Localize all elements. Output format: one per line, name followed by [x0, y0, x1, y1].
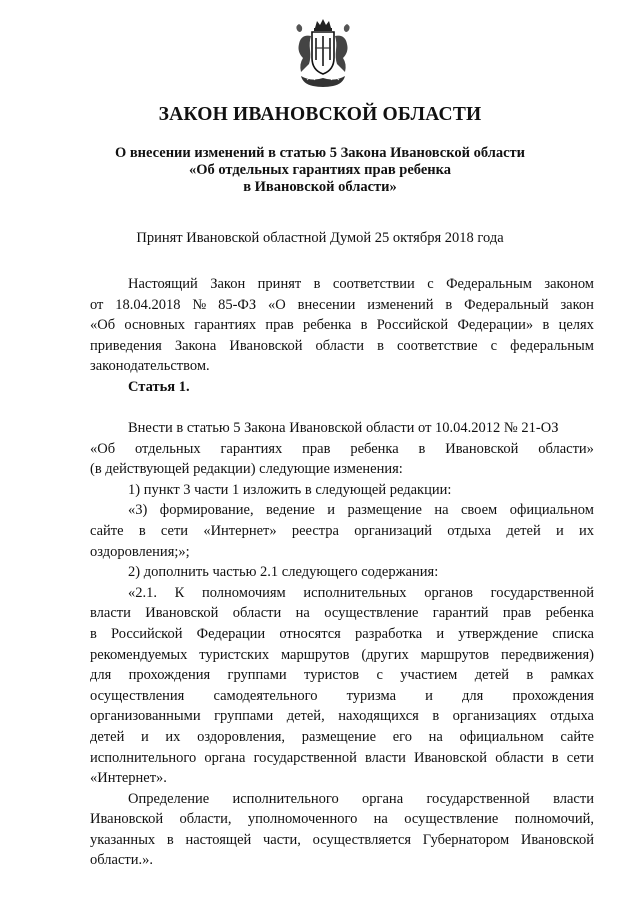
word: «2.1. [128, 584, 157, 601]
word: органа [362, 790, 404, 807]
word: Федерации [196, 625, 266, 642]
word: исполнительного [90, 749, 197, 766]
text-line [128, 789, 594, 810]
word: оздоровления, [197, 728, 286, 745]
word: своем [461, 502, 498, 519]
word: Федерации» [457, 317, 534, 334]
word: в [313, 276, 321, 292]
word: туристских [199, 646, 270, 663]
word: Российской [376, 317, 449, 334]
word: № [192, 296, 207, 313]
word: 85-ФЗ [218, 296, 257, 313]
text-line [128, 583, 594, 604]
subtitle-line: в Ивановской области» [243, 179, 397, 195]
word: и [327, 502, 336, 519]
word: находящихся [338, 708, 419, 725]
word: К [174, 584, 185, 601]
word: исполнительных [303, 584, 407, 601]
word: рамках [550, 667, 594, 684]
word: Ивановской [145, 605, 219, 622]
text-line [90, 439, 594, 460]
word: и [141, 728, 149, 745]
word: группами [227, 667, 287, 684]
word: на [373, 811, 388, 828]
text-line [90, 336, 594, 357]
word: в [551, 749, 559, 766]
word: отдельных [134, 440, 201, 457]
word: разработка [355, 625, 423, 642]
text-line: 1) пункт 3 части 1 изложить в следующей редакции: [128, 481, 452, 498]
word: осуществляется [312, 831, 412, 848]
text-line [90, 603, 594, 624]
word: «3) [128, 502, 148, 519]
word: принят [257, 276, 302, 292]
word: ребенка [350, 440, 399, 457]
word: в [542, 317, 550, 334]
word: области, [179, 811, 232, 828]
word: «Интернет» [203, 522, 277, 539]
word: отдыха [447, 522, 492, 539]
document-subtitle [0, 145, 640, 196]
word: сайте [560, 728, 594, 745]
text-line: «Интернет». [90, 770, 167, 787]
word: в [90, 625, 97, 642]
word: маршрутов [280, 646, 350, 663]
word: передвижения) [501, 646, 594, 663]
word: Закон [210, 276, 246, 292]
subtitle-line: «Об отдельных гарантиях прав ребенка [188, 162, 452, 178]
preamble-paragraph [90, 274, 594, 377]
text-line [90, 665, 594, 686]
word: уполномоченного [247, 811, 358, 828]
word: осуществления [90, 687, 185, 704]
adoption-statement: Принят Ивановской областной Думой 25 октября 2018 года [136, 230, 504, 246]
text-line [90, 295, 594, 316]
word: маршрутов [420, 646, 490, 663]
word: на [434, 502, 449, 519]
word: области» [538, 440, 594, 457]
word: полномочиям [201, 584, 286, 601]
word: размещение [347, 502, 422, 519]
word: с [376, 667, 383, 684]
word: размещение [301, 728, 377, 745]
word: государственной [253, 749, 357, 766]
text-line: 2) дополнить частью 2.1 следующего содержания: [128, 564, 439, 581]
word: указанных [90, 831, 156, 848]
word: самодеятельного [213, 687, 318, 704]
word: в [432, 708, 440, 725]
word: группами [214, 708, 274, 725]
word: детей [90, 728, 125, 745]
word: Ивановской [413, 749, 488, 766]
word: туризма [346, 687, 397, 704]
word: органа [204, 749, 246, 766]
word: соответствие [397, 337, 478, 354]
text-line [128, 274, 594, 295]
text-line [90, 645, 594, 666]
word: части, [262, 831, 301, 848]
word: закон [560, 296, 594, 313]
word: изменений [367, 296, 434, 313]
word: «Об [90, 317, 116, 334]
word: Ивановской [229, 337, 303, 354]
text-line [90, 521, 594, 542]
word: осуществление [404, 811, 499, 828]
word: осуществление [324, 605, 419, 622]
word: ребенка [302, 317, 352, 334]
word: формирование, [159, 502, 254, 519]
word: в [418, 440, 426, 457]
word: организаций [354, 522, 433, 539]
word: приведения [90, 337, 162, 354]
word: и [425, 687, 433, 704]
word: исполнительного [232, 790, 339, 807]
text-line [128, 500, 594, 521]
word: относятся [279, 625, 341, 642]
word: гарантий [432, 605, 489, 622]
word: сайте [90, 522, 124, 539]
word: участием [400, 667, 458, 684]
word: сети [566, 749, 594, 766]
word: власти [365, 749, 406, 766]
word: официальном [459, 728, 544, 745]
word: туристов [304, 667, 360, 684]
word: Федеральным [446, 276, 532, 292]
word: в [445, 296, 453, 313]
word: и [555, 522, 564, 539]
word: внесении [297, 296, 356, 313]
word: гарантиях [194, 317, 257, 334]
word: для [462, 687, 484, 704]
word: Ивановской [90, 811, 164, 828]
text-line: Внести в статью 5 Закона Ивановской области от 10.04.2012 № 21-ОЗ [128, 420, 559, 436]
word: для [90, 667, 112, 684]
word: с [490, 337, 498, 354]
text-line [90, 315, 594, 336]
subtitle-line: О внесении изменений в статью 5 Закона Ивановской области [114, 145, 526, 161]
text-line [90, 706, 594, 727]
word: законом [544, 276, 594, 292]
word: полномочий, [514, 811, 594, 828]
word: Закона [174, 337, 217, 354]
article-body [90, 418, 594, 871]
word: и [436, 625, 445, 642]
word: государственной [426, 790, 530, 807]
word: прав [265, 317, 294, 334]
text-line: оздоровления;»; [90, 543, 190, 560]
text-line [90, 727, 594, 748]
word: Губернатором [422, 831, 510, 848]
word: детей [506, 522, 541, 539]
word: Ивановской [445, 440, 519, 457]
word: федеральным [510, 337, 594, 354]
word: их [165, 728, 181, 745]
word: настоящей [185, 831, 252, 848]
text-line: законодательством. [90, 358, 210, 375]
word: списка [552, 625, 594, 642]
word: ребенка [545, 605, 594, 622]
word: в [526, 667, 534, 684]
word: Российской [111, 625, 183, 642]
word: соответствии [332, 276, 415, 292]
word: Определение [128, 790, 210, 807]
word: организациях [452, 708, 537, 725]
word: с [427, 276, 434, 292]
text-line [90, 748, 594, 769]
word: Ивановской [520, 831, 594, 848]
word: Федеральный [464, 296, 549, 313]
article-heading: Статья 1. [128, 379, 190, 395]
word: детей [474, 667, 510, 684]
word: сети [160, 522, 189, 539]
word: области [495, 749, 544, 766]
word: на [428, 728, 443, 745]
word: власти [90, 605, 131, 622]
word: государственной [490, 584, 594, 601]
word: основных [124, 317, 186, 334]
word: целях [558, 317, 594, 334]
word: в [360, 317, 368, 334]
word: утверждение [458, 625, 539, 642]
word: Настоящий [128, 276, 198, 292]
text-line: области.». [90, 852, 153, 869]
document-title: ЗАКОН ИВАНОВСКОЙ ОБЛАСТИ [158, 104, 482, 125]
word: в [138, 522, 146, 539]
word: прав [502, 605, 532, 622]
text-line: (в действующей редакции) следующие изменения: [90, 461, 403, 478]
word: «Об [90, 440, 116, 457]
word: 18.04.2018 [115, 296, 181, 313]
text-line [90, 830, 594, 851]
word: в [377, 337, 384, 354]
word: «О [268, 296, 286, 313]
word: власти [553, 790, 594, 807]
word: прохождения [512, 687, 594, 704]
word: их [578, 522, 594, 539]
text-line [90, 624, 594, 645]
word: области [315, 337, 365, 354]
word: организованными [90, 708, 201, 725]
text-line [90, 809, 594, 830]
word: (других [361, 646, 409, 663]
word: реестра [291, 522, 339, 539]
word: детей, [286, 708, 325, 725]
word: в [166, 831, 174, 848]
word: прав [302, 440, 331, 457]
word: гарантиях [220, 440, 283, 457]
word: органов [424, 584, 473, 601]
word: на [295, 605, 310, 622]
word: рекомендуемых [90, 646, 188, 663]
word: официальном [509, 502, 594, 519]
word: прохождения [128, 667, 211, 684]
coat-of-arms-emblem [291, 18, 355, 90]
word: от [90, 296, 104, 313]
word: его [392, 728, 412, 745]
word: области [232, 605, 282, 622]
text-line [90, 686, 594, 707]
word: ведение [266, 502, 315, 519]
word: отдыха [550, 708, 594, 725]
